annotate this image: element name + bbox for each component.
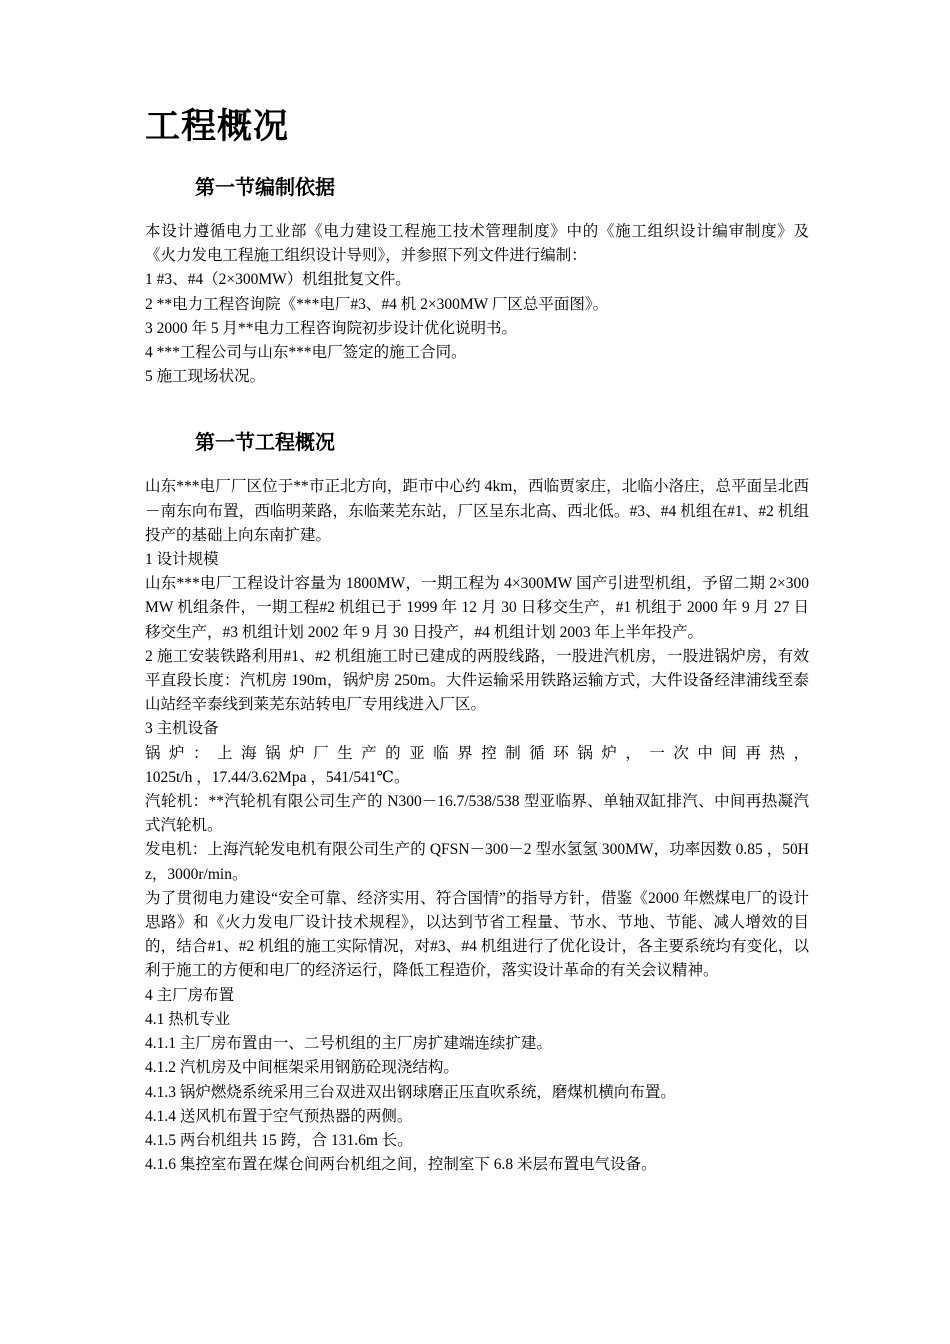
paragraph: 山东***电厂工程设计容量为 1800MW，一期工程为 4×300MW 国产引进型机组，予留二期 2×300MW 机组条件，一期工程#2 机组已于 1999 年 12 月 30 日移交生产，#1 机组于 2000 年 9 月 27 日移交生产，#3 机组计划 2002 年 9 月 30 日投产，#4 机组计划 2003 年上半年投产。 (145, 575, 809, 641)
paragraph: 5 施工现场状况。 (145, 368, 266, 386)
section-heading-overview: 第一节工程概况 (195, 430, 335, 455)
paragraph: 山东***电厂厂区位于**市正北方向，距市中心约 4km，西临贾家庄，北临小洛庄，总平面呈北西－南东向布置，西临明莱路，东临莱芜东站，厂区呈东北高、西北低。#3、#4 机组在#1、#2 机组投产的基础上向东南扩建。 (145, 478, 809, 544)
paragraph: 2 施工安装铁路利用#1、#2 机组施工时已建成的两股线路，一股进汽机房，一股进锅炉房，有效平直段长度：汽机房 190m，锅炉房 250m。大件运输采用铁路运输方式，大件设备经津浦线至泰山站经辛泰线到莱芜东站转电厂专用线进入厂区。 (145, 647, 809, 714)
paragraph: 1 #3、#4（2×300MW）机组批复文件。 (145, 271, 411, 289)
paragraph: 4 ***工程公司与山东***电厂签定的施工合同。 (145, 344, 467, 362)
paragraph: 4.1.3 锅炉燃烧系统采用三台双进双出钢球磨正压直吹系统，磨煤机横向布置。 (145, 1083, 676, 1101)
paragraph: 汽轮机：**汽轮机有限公司生产的 N300－16.7/538/538 型亚临界、单轴双缸排汽、中间再热凝汽式汽轮机。 (145, 793, 809, 835)
paragraph: 1025t/h ，17.44/3.62Mpa ，541/541℃。 (145, 768, 410, 786)
paragraph: 本设计遵循电力工业部《电力建设工程施工技术管理制度》中的《施工组织设计编审制度》及《火力发电工程施工组织设计导则》，并参照下列文件进行编制： (145, 223, 809, 265)
paragraph: 4.1.6 集控室布置在煤仓间两台机组之间，控制室下 6.8 米层布置电气设备。 (145, 1156, 657, 1174)
document-title: 工程概况 (145, 107, 290, 147)
paragraph: 4.1.5 两台机组共 15 跨，合 131.6m 长。 (145, 1131, 413, 1149)
section-heading-basis: 第一节编制依据 (195, 175, 335, 199)
paragraph: 4 主厂房布置 (145, 986, 235, 1004)
paragraph: 4.1 热机专业 (145, 1010, 231, 1028)
paragraph: 1 设计规模 (145, 551, 219, 569)
paragraph: 发电机：上海汽轮发电机有限公司生产的 QFSN－300－2 型水氢氢 300MW，功率因数 0.85 ，50Hz，3000r/min。 (145, 841, 809, 883)
paragraph: 4.1.4 送风机布置于空气预热器的两侧。 (145, 1107, 413, 1125)
paragraph: 为了贯彻电力建设“安全可靠、经济实用、符合国情”的指导方针，借鉴《2000 年燃煤电厂的设计思路》和《火力发电厂设计技术规程》，以达到节省工程量、节水、节地、节能、减人增效的目的，结合#1、#2 机组的施工实际情况，对#3、#4 机组进行了优化设计，各主要系统均有变化，以利于施工的方便和电厂的经济运行，降低工程造价，落实设计革命的有关会议精神。 (145, 889, 809, 980)
paragraph: 3 主机设备 (145, 720, 219, 738)
paragraph: 4.1.2 汽机房及中间框架采用钢筋砼现浇结构。 (145, 1059, 459, 1077)
paragraph: 锅炉：上海锅炉厂生产的亚临界控制循环锅炉，一次中间再热， (145, 744, 809, 762)
document-page (145, 96, 809, 1177)
paragraph: 4.1.1 主厂房布置由一、二号机组的主厂房扩建端连续扩建。 (145, 1035, 552, 1053)
paragraph: 3 2000 年 5 月**电力工程咨询院初步设计优化说明书。 (145, 319, 518, 337)
paragraph: 2 **电力工程咨询院《***电厂#3、#4 机 2×300MW 厂区总平面图》。 (145, 295, 609, 313)
